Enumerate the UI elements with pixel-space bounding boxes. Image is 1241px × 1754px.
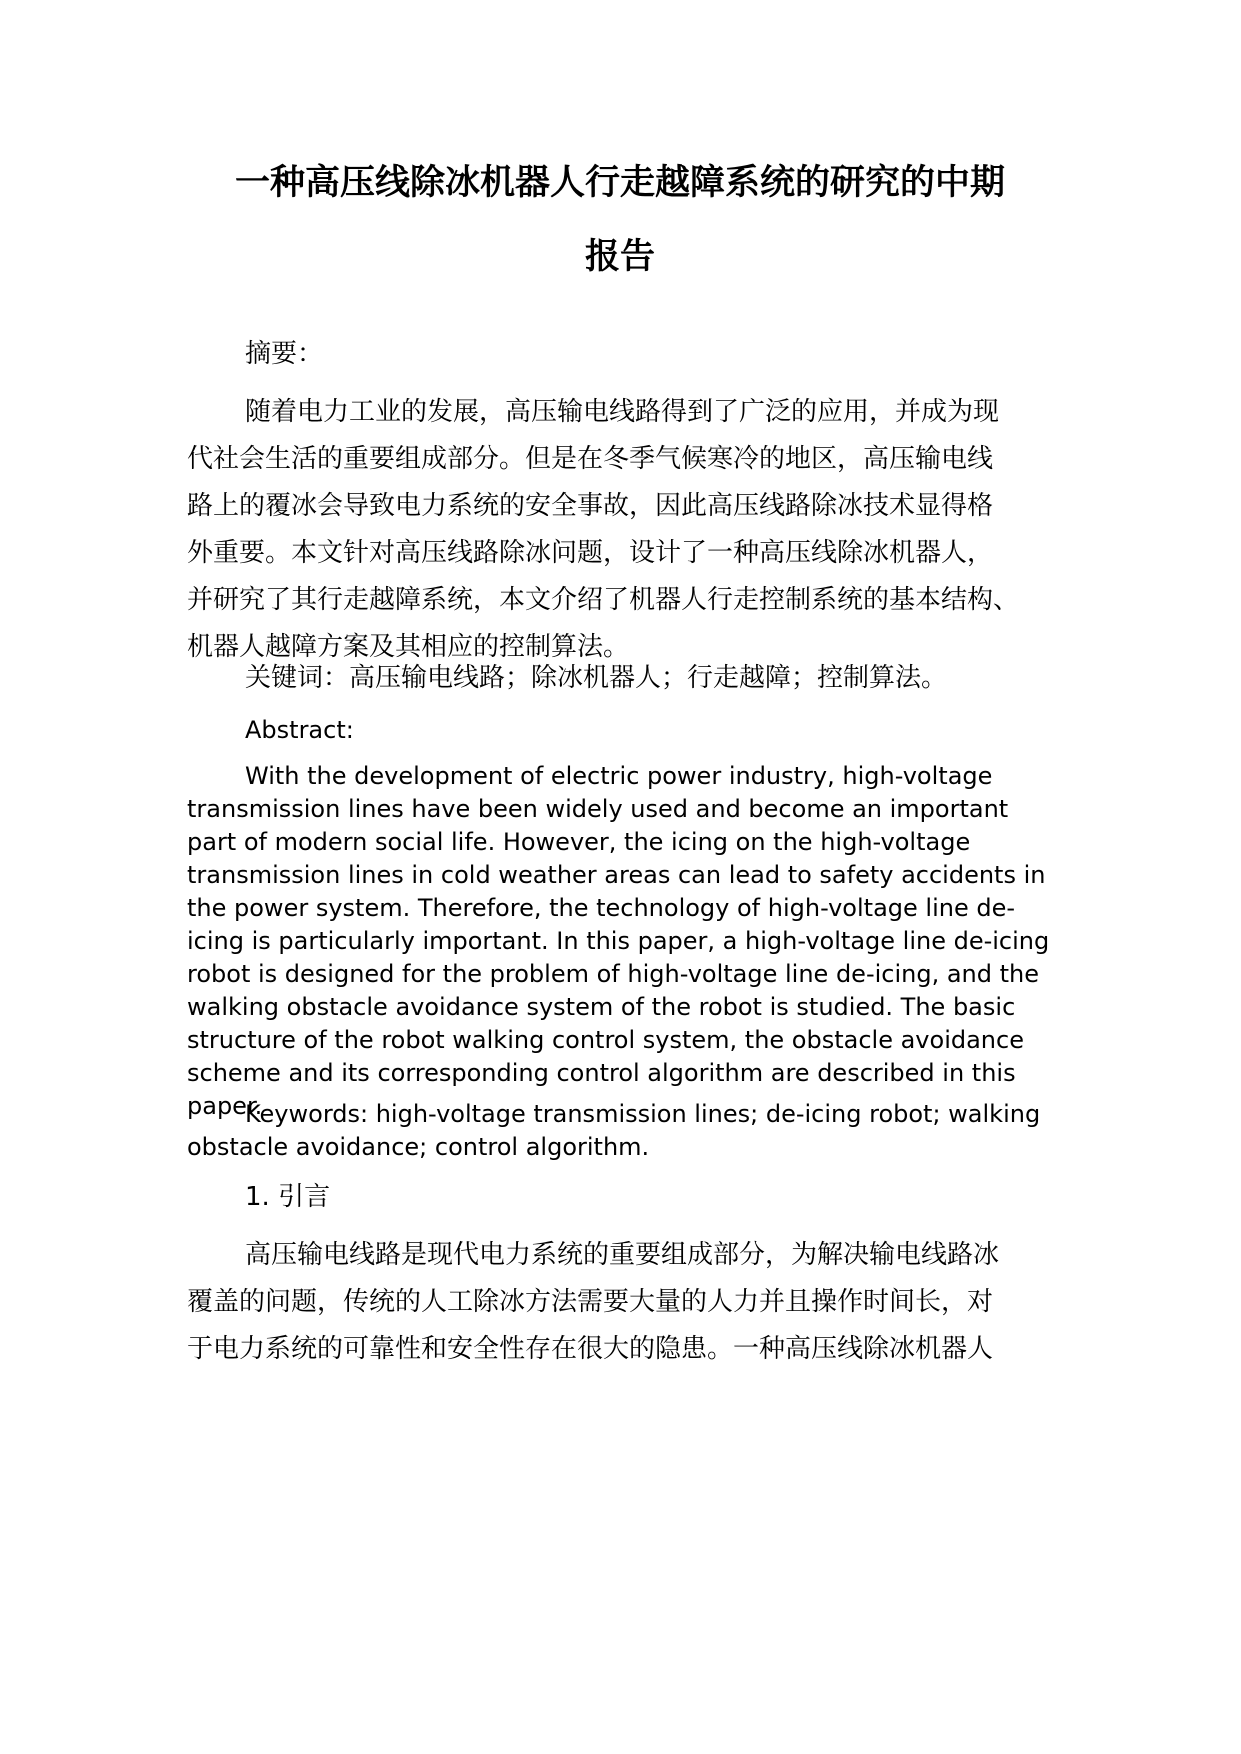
section-1-heading	[187, 1174, 1067, 1221]
abstract-cn-line: 机器人越障方案及其相应的控制算法。	[187, 632, 630, 662]
section-1-line: 覆盖的问题，传统的人工除冰方法需要大量的人力并且操作时间长，对	[187, 1287, 994, 1317]
abstract-en-line: transmission lines have been widely used and become an important	[187, 795, 1009, 823]
abstract-cn-heading	[187, 331, 1067, 378]
keywords-en-line: Keywords: high-voltage transmission lines; de-icing robot; walking	[245, 1100, 1041, 1128]
section-1-body	[187, 1232, 1067, 1373]
section-1-line: 于电力系统的可靠性和安全性存在很大的隐患。一种高压线除冰机器人	[187, 1334, 994, 1364]
keywords-en-line: obstacle avoidance; control algorithm.	[187, 1133, 650, 1161]
abstract-en-line: With the development of electric power industry, high-voltage	[245, 762, 993, 790]
abstract-en-heading	[187, 714, 1067, 747]
abstract-cn-line: 路上的覆冰会导致电力系统的安全事故，因此高压线路除冰技术显得格	[187, 491, 994, 521]
abstract-en-line: part of modern social life. However, the icing on the high-voltage	[187, 828, 971, 856]
abstract-en-body	[187, 760, 1067, 1123]
abstract-en-line: paper.	[187, 1092, 263, 1120]
abstract-cn-heading-text: 摘要：	[245, 339, 324, 369]
abstract-cn-line: 代社会生活的重要组成部分。但是在冬季气候寒冷的地区，高压输电线	[187, 444, 994, 474]
abstract-en-heading-text: Abstract:	[245, 716, 354, 744]
abstract-en-line: the power system. Therefore, the technology of high-voltage line de-	[187, 894, 1015, 922]
abstract-en-line: scheme and its corresponding control algorithm are described in this	[187, 1059, 1016, 1087]
keywords-cn-text: 关键词：高压输电线路；除冰机器人；行走越障；控制算法。	[245, 663, 948, 693]
keywords-en	[187, 1098, 1067, 1164]
section-1-heading-text: 1. 引言	[245, 1182, 331, 1212]
abstract-en-line: structure of the robot walking control system, the obstacle avoidance	[187, 1026, 1024, 1054]
abstract-cn-line: 随着电力工业的发展，高压输电线路得到了广泛的应用，并成为现	[245, 397, 1000, 427]
abstract-cn-line: 外重要。本文针对高压线路除冰问题，设计了一种高压线除冰机器人，	[187, 538, 994, 568]
abstract-cn-body	[187, 389, 1067, 671]
section-1-line: 高压输电线路是现代电力系统的重要组成部分，为解决输电线路冰	[245, 1240, 1000, 1270]
keywords-cn	[187, 655, 1067, 702]
abstract-en-line: transmission lines in cold weather areas can lead to safety accidents in	[187, 861, 1046, 889]
abstract-en-line: robot is designed for the problem of high-voltage line de-icing, and the	[187, 960, 1040, 988]
abstract-cn-line: 并研究了其行走越障系统，本文介绍了机器人行走控制系统的基本结构、	[187, 585, 1020, 615]
abstract-en-line: icing is particularly important. In this paper, a high-voltage line de-icing	[187, 927, 1050, 955]
abstract-en-line: walking obstacle avoidance system of the robot is studied. The basic	[187, 993, 1016, 1021]
title-line-2: 报告	[584, 237, 655, 277]
title-line-1: 一种高压线除冰机器人行走越障系统的研究的中期	[234, 163, 1005, 203]
